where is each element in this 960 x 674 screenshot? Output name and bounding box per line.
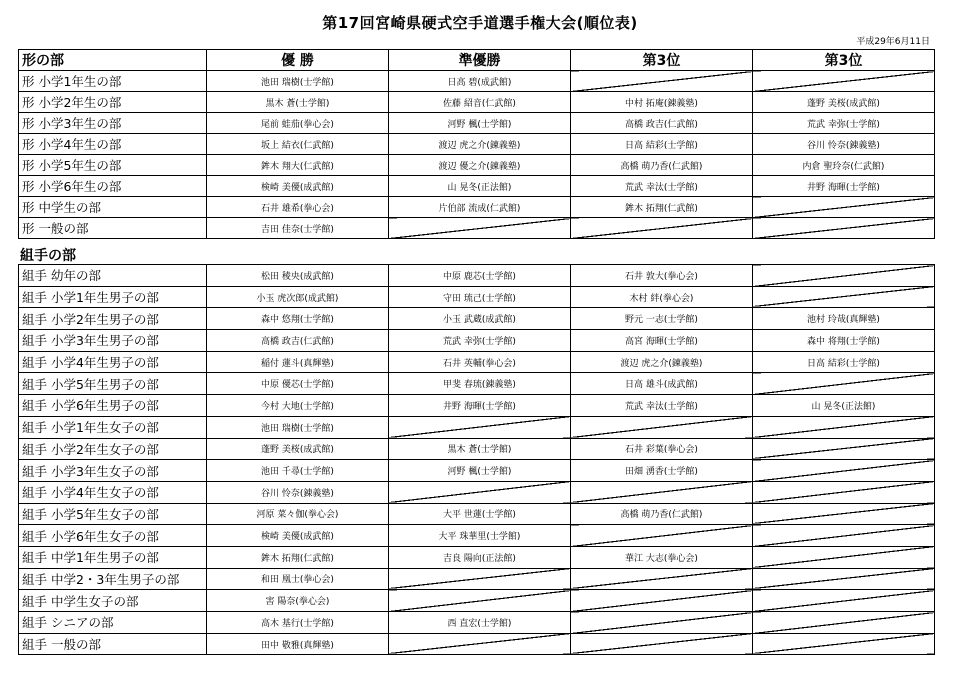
third-place-cell: 石井 彩葉(拳心会)	[571, 438, 753, 460]
winner-cell: 鉾木 拓翔(仁武館)	[207, 546, 389, 568]
category-cell: 組手 中学生女子の部	[19, 590, 207, 612]
empty-cell	[571, 525, 753, 547]
header-third-place-a: 第3位	[571, 50, 753, 71]
winner-cell: 稲付 蓮斗(真輝塾)	[207, 351, 389, 373]
winner-cell: 検崎 美優(成武館)	[207, 525, 389, 547]
category-cell: 組手 小学3年生女子の部	[19, 460, 207, 482]
table-row	[19, 308, 935, 330]
table-row	[19, 218, 935, 239]
winner-cell: 黒木 蒼(士学館)	[207, 92, 389, 113]
runner-up-cell: 井野 海暉(士学館)	[389, 395, 571, 417]
table-row	[19, 525, 935, 547]
winner-cell: 検崎 美優(成武館)	[207, 176, 389, 197]
table-row	[19, 568, 935, 590]
category-cell: 組手 幼年の部	[19, 265, 207, 287]
table-row	[19, 155, 935, 176]
category-cell: 形 小学4年生の部	[19, 134, 207, 155]
empty-cell	[753, 265, 935, 287]
winner-cell: 石井 雄希(拳心会)	[207, 197, 389, 218]
empty-cell	[753, 460, 935, 482]
empty-cell	[753, 286, 935, 308]
kata-results-table	[18, 49, 935, 239]
third-place-cell: 高橋 萌乃香(仁武館)	[571, 503, 753, 525]
third-place-cell: 森中 将翔(士学館)	[753, 330, 935, 352]
runner-up-cell: 吉良 陽向(正法館)	[389, 546, 571, 568]
runner-up-cell: 河野 楓(士学館)	[389, 113, 571, 134]
winner-cell: 田中 敬雅(真輝塾)	[207, 633, 389, 655]
empty-cell	[753, 590, 935, 612]
empty-cell	[753, 546, 935, 568]
runner-up-cell: 黒木 蒼(士学館)	[389, 438, 571, 460]
winner-cell: 害 陽奈(拳心会)	[207, 590, 389, 612]
kata-header-row	[19, 50, 935, 71]
table-row	[19, 113, 935, 134]
runner-up-cell: 佐藤 紹音(仁武館)	[389, 92, 571, 113]
third-place-cell: 井野 海暉(士学館)	[753, 176, 935, 197]
table-row	[19, 134, 935, 155]
category-cell: 組手 小学3年生男子の部	[19, 330, 207, 352]
runner-up-cell: 渡辺 優之介(錬義塾)	[389, 155, 571, 176]
table-row	[19, 546, 935, 568]
third-place-cell: 日高 雄斗(成武館)	[571, 373, 753, 395]
winner-cell: 今村 大地(士学館)	[207, 395, 389, 417]
category-cell: 組手 小学6年生男子の部	[19, 395, 207, 417]
category-cell: 形 一般の部	[19, 218, 207, 239]
winner-cell: 蓬野 美桜(成武館)	[207, 438, 389, 460]
winner-cell: 高橋 政吉(仁武館)	[207, 330, 389, 352]
third-place-cell: 荒武 幸弥(士学館)	[753, 113, 935, 134]
third-place-cell: 日高 結彩(士学館)	[753, 351, 935, 373]
winner-cell: 池田 瑞樹(士学館)	[207, 416, 389, 438]
empty-cell	[571, 481, 753, 503]
winner-cell: 谷川 怜奈(錬義塾)	[207, 481, 389, 503]
table-row	[19, 92, 935, 113]
table-row	[19, 460, 935, 482]
table-row	[19, 395, 935, 417]
runner-up-cell: 日高 碧(成武館)	[389, 71, 571, 92]
category-cell: 組手 中学1年生男子の部	[19, 546, 207, 568]
category-cell: 組手 小学4年生男子の部	[19, 351, 207, 373]
third-place-cell: 内倉 聖玲奈(仁武館)	[753, 155, 935, 176]
header-winner: 優 勝	[207, 50, 389, 71]
empty-cell	[571, 416, 753, 438]
runner-up-cell: 荒武 幸弥(士学館)	[389, 330, 571, 352]
third-place-cell: 蓬野 美桜(成武館)	[753, 92, 935, 113]
winner-cell: 池田 瑞樹(士学館)	[207, 71, 389, 92]
third-place-cell: 中村 拓庵(錬義塾)	[571, 92, 753, 113]
winner-cell: 鉾木 翔大(仁武館)	[207, 155, 389, 176]
table-row	[19, 351, 935, 373]
third-place-cell: 華江 大志(拳心会)	[571, 546, 753, 568]
runner-up-cell: 甲斐 春琉(錬義塾)	[389, 373, 571, 395]
category-cell: 組手 小学2年生女子の部	[19, 438, 207, 460]
table-row	[19, 373, 935, 395]
third-place-cell: 野元 一志(士学館)	[571, 308, 753, 330]
empty-cell	[571, 633, 753, 655]
runner-up-cell: 守田 琉己(士学館)	[389, 286, 571, 308]
event-date: 平成29年6月11日	[856, 37, 930, 47]
category-cell: 組手 小学2年生男子の部	[19, 308, 207, 330]
empty-cell	[753, 612, 935, 634]
empty-cell	[753, 481, 935, 503]
table-row	[19, 416, 935, 438]
header-third-place-b: 第3位	[753, 50, 935, 71]
third-place-cell: 荒武 幸汰(士学館)	[571, 176, 753, 197]
category-cell: 形 中学生の部	[19, 197, 207, 218]
empty-cell	[753, 633, 935, 655]
empty-cell	[753, 373, 935, 395]
empty-cell	[753, 438, 935, 460]
third-place-cell: 高橋 萌乃香(仁武館)	[571, 155, 753, 176]
winner-cell: 小玉 虎次郎(成武館)	[207, 286, 389, 308]
table-row	[19, 503, 935, 525]
winner-cell: 中原 優芯(士学館)	[207, 373, 389, 395]
winner-cell: 河原 菜々伽(拳心会)	[207, 503, 389, 525]
table-row	[19, 176, 935, 197]
table-row	[19, 71, 935, 92]
third-place-cell: 高橋 政吉(仁武館)	[571, 113, 753, 134]
third-place-cell: 日高 結彩(士学館)	[571, 134, 753, 155]
table-row	[19, 438, 935, 460]
category-cell: 形 小学2年生の部	[19, 92, 207, 113]
table-row	[19, 590, 935, 612]
table-row	[19, 197, 935, 218]
category-cell: 組手 小学6年生女子の部	[19, 525, 207, 547]
category-cell: 形 小学5年生の部	[19, 155, 207, 176]
category-cell: 形 小学3年生の部	[19, 113, 207, 134]
third-place-cell: 渡辺 虎之介(錬義塾)	[571, 351, 753, 373]
kumite-section-label: 組手の部	[20, 248, 76, 264]
empty-cell	[753, 71, 935, 92]
empty-cell	[389, 218, 571, 239]
header-runner-up: 準優勝	[389, 50, 571, 71]
category-cell: 形 小学1年生の部	[19, 71, 207, 92]
empty-cell	[753, 197, 935, 218]
winner-cell: 高木 基行(士学館)	[207, 612, 389, 634]
category-cell: 組手 小学1年生男子の部	[19, 286, 207, 308]
empty-cell	[571, 568, 753, 590]
runner-up-cell: 大平 世蓮(士学館)	[389, 503, 571, 525]
empty-cell	[389, 633, 571, 655]
winner-cell: 森中 悠翔(士学館)	[207, 308, 389, 330]
empty-cell	[753, 503, 935, 525]
category-cell: 組手 中学2・3年生男子の部	[19, 568, 207, 590]
table-row	[19, 265, 935, 287]
empty-cell	[753, 218, 935, 239]
category-cell: 組手 小学5年生女子の部	[19, 503, 207, 525]
kata-section-label: 形の部	[19, 50, 207, 71]
third-place-cell: 木村 絆(拳心会)	[571, 286, 753, 308]
table-row	[19, 286, 935, 308]
third-place-cell: 田畑 湧香(士学館)	[571, 460, 753, 482]
page-title: 第17回宮崎県硬式空手道選手権大会(順位表)	[322, 14, 638, 32]
third-place-cell: 山 晃冬(正法館)	[753, 395, 935, 417]
third-place-cell: 池村 玲哉(真輝塾)	[753, 308, 935, 330]
table-row	[19, 330, 935, 352]
winner-cell: 吉田 佳奈(士学館)	[207, 218, 389, 239]
empty-cell	[571, 218, 753, 239]
table-row	[19, 481, 935, 503]
empty-cell	[571, 71, 753, 92]
empty-cell	[389, 590, 571, 612]
third-place-cell: 高宮 海暉(士学館)	[571, 330, 753, 352]
category-cell: 組手 シニアの部	[19, 612, 207, 634]
table-row	[19, 612, 935, 634]
winner-cell: 和田 凰士(拳心会)	[207, 568, 389, 590]
table-row	[19, 633, 935, 655]
runner-up-cell: 中原 鹿芯(士学館)	[389, 265, 571, 287]
runner-up-cell: 西 直宏(士学館)	[389, 612, 571, 634]
third-place-cell: 石井 敦大(拳心会)	[571, 265, 753, 287]
empty-cell	[753, 568, 935, 590]
empty-cell	[389, 481, 571, 503]
category-cell: 組手 小学1年生女子の部	[19, 416, 207, 438]
third-place-cell: 谷川 怜奈(錬義塾)	[753, 134, 935, 155]
winner-cell: 池田 千尋(士学館)	[207, 460, 389, 482]
empty-cell	[389, 568, 571, 590]
runner-up-cell: 小玉 武蔵(成武館)	[389, 308, 571, 330]
empty-cell	[753, 525, 935, 547]
runner-up-cell: 渡辺 虎之介(錬義塾)	[389, 134, 571, 155]
empty-cell	[389, 416, 571, 438]
winner-cell: 坂上 結衣(仁武館)	[207, 134, 389, 155]
category-cell: 組手 小学4年生女子の部	[19, 481, 207, 503]
empty-cell	[753, 416, 935, 438]
category-cell: 形 小学6年生の部	[19, 176, 207, 197]
empty-cell	[571, 612, 753, 634]
third-place-cell: 鉾木 拓翔(仁武館)	[571, 197, 753, 218]
category-cell: 組手 一般の部	[19, 633, 207, 655]
runner-up-cell: 石井 英輔(拳心会)	[389, 351, 571, 373]
runner-up-cell: 山 晃冬(正法館)	[389, 176, 571, 197]
winner-cell: 尾前 蛙茄(拳心会)	[207, 113, 389, 134]
runner-up-cell: 河野 楓(士学館)	[389, 460, 571, 482]
runner-up-cell: 大平 珠華里(士学館)	[389, 525, 571, 547]
kumite-results-table	[18, 264, 935, 655]
runner-up-cell: 片伯部 流成(仁武館)	[389, 197, 571, 218]
category-cell: 組手 小学5年生男子の部	[19, 373, 207, 395]
third-place-cell: 荒武 幸汰(士学館)	[571, 395, 753, 417]
winner-cell: 松田 稜央(成武館)	[207, 265, 389, 287]
empty-cell	[571, 590, 753, 612]
